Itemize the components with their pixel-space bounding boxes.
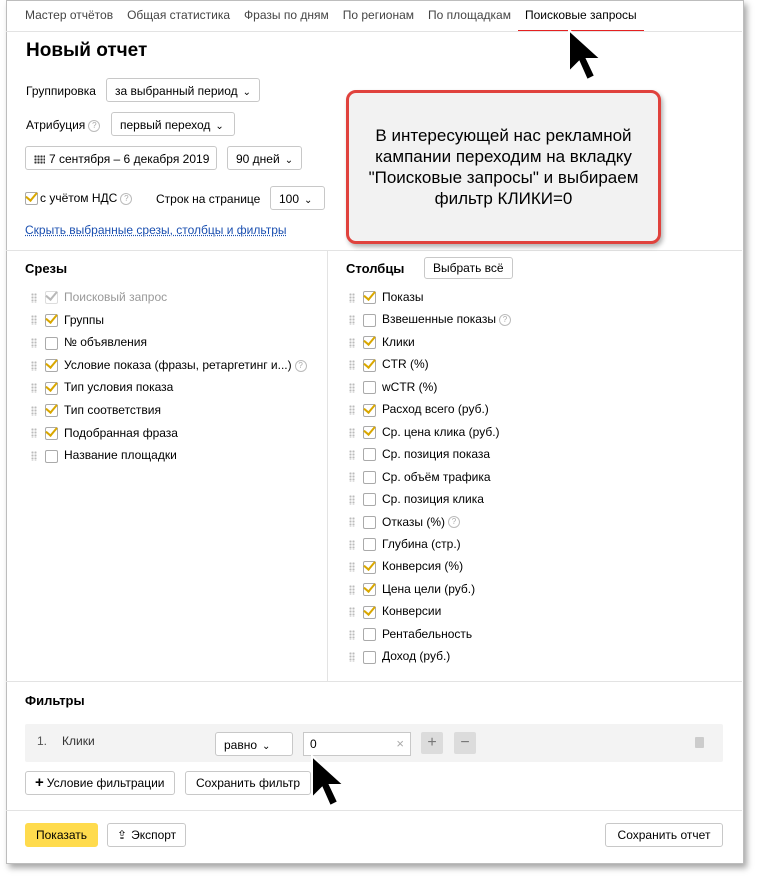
item-checkbox[interactable]	[363, 606, 376, 619]
rows-select[interactable]	[270, 186, 325, 210]
settings-divider	[6, 250, 742, 251]
item-checkbox[interactable]	[363, 583, 376, 596]
item-label: Отказы (%)	[382, 514, 446, 529]
footer-divider	[6, 810, 742, 811]
filter-row-number: 1.	[37, 734, 48, 748]
remove-value-button[interactable]: −	[454, 732, 476, 754]
item-checkbox[interactable]	[45, 314, 58, 327]
drag-handle-icon[interactable]	[349, 607, 355, 617]
filter-row	[25, 724, 723, 762]
filter-field: Клики	[62, 734, 95, 748]
attribution-label-text: Атрибуция	[26, 118, 86, 132]
drag-handle-icon[interactable]	[349, 652, 355, 662]
chevron-down-icon: ⌄	[284, 155, 294, 166]
list-item[interactable]	[349, 603, 441, 619]
list-item[interactable]	[349, 289, 423, 305]
item-checkbox[interactable]	[45, 337, 58, 350]
list-item[interactable]	[349, 581, 475, 597]
add-filter-condition-button[interactable]	[25, 771, 175, 795]
list-item[interactable]	[349, 334, 415, 350]
filter-operator-value: равно	[224, 738, 258, 752]
calendar-icon	[34, 155, 45, 164]
item-label: Конверсия (%)	[382, 559, 464, 574]
drag-handle-icon[interactable]	[31, 361, 37, 371]
attribution-label	[26, 118, 100, 132]
drag-handle-icon[interactable]	[349, 562, 355, 572]
drag-handle-icon[interactable]	[349, 585, 355, 595]
attribution-select[interactable]	[111, 112, 235, 136]
filter-value: 0	[310, 737, 317, 751]
drag-handle-icon[interactable]	[31, 406, 37, 416]
attribution-value: первый переход	[120, 118, 211, 132]
rows-label: Строк на странице	[156, 192, 261, 206]
add-filter-condition-label: Условие фильтрации	[46, 776, 165, 790]
drag-handle-icon[interactable]	[349, 517, 355, 527]
mouse-cursor-icon	[308, 754, 348, 814]
list-item[interactable]	[31, 379, 173, 395]
item-label: Условие показа (фразы, ретаргетинг и...)	[64, 357, 292, 372]
trash-icon[interactable]	[695, 737, 704, 748]
item-label: Ср. позиция показа	[382, 447, 491, 462]
item-label: Подобранная фраза	[64, 425, 178, 440]
item-checkbox[interactable]	[363, 381, 376, 394]
page-title: Новый отчет	[26, 40, 148, 61]
list-item[interactable]	[31, 334, 147, 350]
drag-handle-icon[interactable]	[349, 450, 355, 460]
item-label: Название площадки	[64, 448, 177, 463]
drag-handle-icon[interactable]	[31, 315, 37, 325]
list-item[interactable]	[31, 447, 177, 463]
item-checkbox[interactable]	[363, 471, 376, 484]
plus-icon: +	[35, 774, 44, 791]
chevron-down-icon: ⌄	[304, 195, 313, 206]
mouse-cursor-icon	[565, 28, 605, 88]
save-filter-button[interactable]: Сохранить фильтр	[185, 771, 311, 795]
item-label: № объявления	[64, 335, 147, 350]
item-checkbox[interactable]	[45, 427, 58, 440]
filter-value-input[interactable]	[303, 732, 411, 756]
item-checkbox[interactable]	[363, 628, 376, 641]
item-checkbox[interactable]	[45, 359, 58, 372]
drag-handle-icon[interactable]	[349, 630, 355, 640]
drag-handle-icon[interactable]	[349, 495, 355, 505]
instruction-callout	[346, 90, 661, 244]
list-item[interactable]	[349, 356, 429, 372]
item-checkbox[interactable]	[363, 336, 376, 349]
vat-label: с учётом НДС	[40, 191, 118, 205]
save-report-button[interactable]: Сохранить отчет	[605, 823, 723, 847]
list-item[interactable]	[31, 312, 104, 328]
item-label: wCTR (%)	[382, 379, 438, 394]
filter-operator-select[interactable]	[215, 732, 293, 756]
columns-divider	[327, 251, 328, 681]
item-label: Тип условия показа	[64, 380, 174, 395]
select-all-button[interactable]: Выбрать всё	[424, 257, 513, 279]
grouping-select[interactable]	[106, 78, 260, 102]
vat-checkbox[interactable]	[25, 192, 38, 205]
drag-handle-icon[interactable]	[31, 293, 37, 303]
chevron-down-icon: ⌄	[242, 87, 251, 98]
item-checkbox[interactable]	[363, 404, 376, 417]
item-label: Расход всего (руб.)	[382, 402, 489, 417]
tabs-divider	[6, 31, 742, 32]
drag-handle-icon[interactable]	[349, 293, 355, 303]
drag-handle-icon[interactable]	[31, 428, 37, 438]
list-item[interactable]	[31, 357, 307, 373]
item-checkbox[interactable]	[363, 314, 376, 327]
item-label: Группы	[64, 312, 104, 327]
list-item[interactable]	[349, 311, 511, 327]
tab-report-master[interactable]: Мастер отчётов	[25, 8, 114, 22]
tab-search-queries[interactable]: Поисковые запросы	[518, 0, 644, 32]
list-item[interactable]	[349, 648, 450, 664]
drag-handle-icon[interactable]	[349, 360, 355, 370]
item-checkbox[interactable]	[363, 448, 376, 461]
drag-handle-icon[interactable]	[349, 338, 355, 348]
list-item[interactable]	[349, 558, 463, 574]
filters-divider	[6, 681, 742, 682]
export-icon: ⇪	[117, 828, 128, 842]
list-item[interactable]	[349, 491, 484, 507]
drag-handle-icon[interactable]	[349, 540, 355, 550]
drag-handle-icon[interactable]	[31, 338, 37, 348]
drag-handle-icon[interactable]	[31, 451, 37, 461]
item-label: Цена цели (руб.)	[382, 581, 476, 596]
columns-title: Столбцы	[346, 261, 405, 276]
tab-general-stats[interactable]: Общая статистика	[127, 8, 231, 22]
chevron-down-icon: ⌄	[262, 741, 271, 752]
date-range-picker[interactable]	[25, 146, 217, 170]
item-checkbox[interactable]	[363, 359, 376, 372]
list-item[interactable]	[349, 469, 491, 485]
drag-handle-icon[interactable]	[349, 383, 355, 393]
list-item[interactable]	[349, 424, 500, 440]
list-item[interactable]	[31, 289, 167, 305]
item-label: Взвешенные показы	[382, 312, 496, 327]
list-item[interactable]	[349, 401, 489, 417]
item-checkbox	[45, 291, 58, 304]
item-label: Ср. объём трафика	[382, 469, 491, 484]
item-checkbox[interactable]	[363, 538, 376, 551]
item-checkbox[interactable]	[363, 493, 376, 506]
help-icon[interactable]: ?	[120, 193, 132, 205]
list-item[interactable]	[349, 514, 460, 530]
item-checkbox[interactable]	[45, 404, 58, 417]
drag-handle-icon[interactable]	[31, 383, 37, 393]
drag-handle-icon[interactable]	[349, 405, 355, 415]
item-label: Тип соответствия	[64, 403, 162, 417]
list-item[interactable]	[349, 626, 472, 642]
hide-filters-link[interactable]: Скрыть выбранные срезы, столбцы и фильтры	[25, 223, 287, 237]
help-icon[interactable]: ?	[448, 516, 460, 528]
list-item[interactable]	[31, 425, 178, 441]
item-label: Ср. позиция клика	[382, 492, 484, 507]
list-item[interactable]	[31, 402, 161, 418]
tab-by-region[interactable]: По регионам	[342, 8, 415, 22]
slices-title: Срезы	[25, 261, 68, 276]
rows-value: 100	[279, 192, 300, 206]
item-label: CTR (%)	[382, 357, 429, 372]
chevron-down-icon: ⌄	[215, 121, 224, 132]
tab-phrases-by-day[interactable]: Фразы по дням	[244, 8, 329, 22]
date-range-value: 7 сентября – 6 декабря 2019	[49, 152, 210, 166]
drag-handle-icon[interactable]	[349, 428, 355, 438]
item-label: Ср. цена клика (руб.)	[382, 424, 500, 439]
drag-handle-icon[interactable]	[349, 315, 355, 325]
export-label: Экспорт	[131, 828, 177, 842]
item-checkbox[interactable]	[363, 651, 376, 664]
period-value: 90 дней	[236, 152, 280, 166]
item-checkbox[interactable]	[45, 382, 58, 395]
help-icon[interactable]: ?	[295, 360, 307, 372]
filters-title: Фильтры	[25, 693, 85, 708]
item-label: Рентабельность	[382, 626, 473, 641]
item-checkbox[interactable]	[45, 450, 58, 463]
item-checkbox[interactable]	[363, 426, 376, 439]
item-checkbox[interactable]	[363, 291, 376, 304]
list-item[interactable]	[349, 379, 437, 395]
item-label: Конверсии	[382, 604, 442, 619]
list-item[interactable]	[349, 536, 461, 552]
instruction-text: В интересующей нас рекламной кампании переходим на вкладку "Поисковые запросы" и выбираем фильтр КЛИКИ=0	[368, 126, 639, 208]
item-label: Клики	[382, 334, 415, 349]
item-checkbox[interactable]	[363, 516, 376, 529]
item-checkbox[interactable]	[363, 561, 376, 574]
tab-by-site[interactable]: По площадкам	[428, 8, 511, 22]
show-report-button[interactable]: Показать	[25, 823, 98, 847]
grouping-value: за выбранный период	[115, 84, 238, 98]
export-button[interactable]	[107, 823, 186, 847]
report-tabs	[18, 0, 644, 30]
add-value-button[interactable]: +	[421, 732, 443, 754]
help-icon[interactable]: ?	[88, 120, 100, 132]
vat-option[interactable]	[25, 191, 132, 205]
item-label: Показы	[382, 290, 424, 304]
help-icon[interactable]: ?	[499, 314, 511, 326]
clear-icon[interactable]: ×	[396, 736, 404, 751]
item-label: Глубина (стр.)	[382, 536, 461, 551]
drag-handle-icon[interactable]	[349, 472, 355, 482]
list-item[interactable]	[349, 446, 490, 462]
grouping-label: Группировка	[26, 84, 96, 98]
item-label: Поисковый запрос	[64, 290, 168, 304]
period-select[interactable]	[227, 146, 302, 170]
item-label: Доход (руб.)	[382, 649, 451, 664]
